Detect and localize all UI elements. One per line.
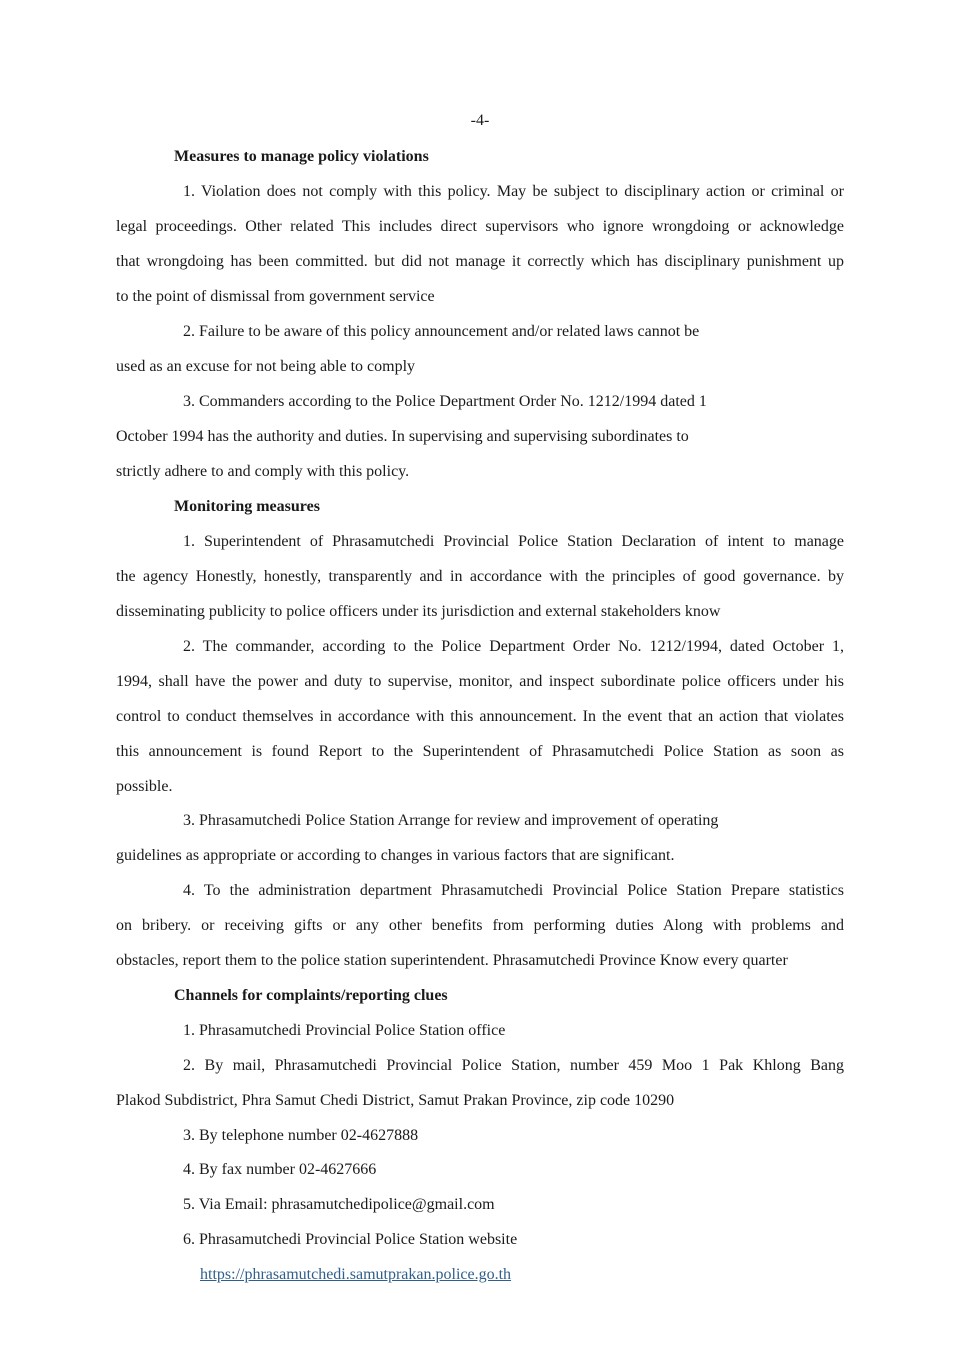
channels-item-1: 1. Phrasamutchedi Provincial Police Station office bbox=[183, 1022, 506, 1039]
monitoring-item-2-line-4: this announcement is found Report to the Superintendent of Phrasamutchedi Police Station as soon as bbox=[116, 743, 844, 760]
monitoring-item-2-line-5: possible. bbox=[116, 778, 173, 795]
monitoring-item-4-line-1: 4. To the administration department Phrasamutchedi Provincial Police Station Prepare statistics bbox=[183, 882, 844, 899]
violations-item-1-line-2: legal proceedings. Other related This includes direct supervisors who ignore wrongdoing or acknowledge bbox=[116, 218, 844, 235]
channels-item-5-email: 5. Via Email: phrasamutchedipolice@gmail.com bbox=[183, 1196, 495, 1213]
channels-heading: Channels for complaints/reporting clues bbox=[174, 987, 448, 1004]
monitoring-item-2-line-3: control to conduct themselves in accordance with this announcement. In the event that an action that violates bbox=[116, 708, 844, 725]
violations-item-1-line-1: 1. Violation does not comply with this policy. May be subject to disciplinary action or criminal or bbox=[183, 183, 844, 200]
violations-item-1-line-4: to the point of dismissal from government service bbox=[116, 288, 435, 305]
violations-item-2-line-1: 2. Failure to be aware of this policy announcement and/or related laws cannot be bbox=[183, 323, 700, 340]
violations-item-1-line-3: that wrongdoing has been committed. but did not manage it correctly which has disciplinary punishment up bbox=[116, 253, 844, 270]
monitoring-item-3-line-1: 3. Phrasamutchedi Police Station Arrange for review and improvement of operating bbox=[183, 812, 719, 829]
channels-item-2-line-1: 2. By mail, Phrasamutchedi Provincial Police Station, number 459 Moo 1 Pak Khlong Bang bbox=[183, 1057, 844, 1074]
channels-item-2-line-2: Plakod Subdistrict, Phra Samut Chedi District, Samut Prakan Province, zip code 10290 bbox=[116, 1092, 675, 1109]
monitoring-item-3-line-2: guidelines as appropriate or according to changes in various factors that are significant. bbox=[116, 847, 675, 864]
website-link[interactable]: https://phrasamutchedi.samutprakan.police.go.th bbox=[200, 1266, 512, 1283]
monitoring-item-4-line-2: on bribery. or receiving gifts or any other benefits from performing duties Along with problems and bbox=[116, 917, 844, 934]
monitoring-item-4-line-3: obstacles, report them to the police station superintendent. Phrasamutchedi Province Know every quarter bbox=[116, 952, 788, 969]
violations-item-3-line-3: strictly adhere to and comply with this policy. bbox=[116, 463, 410, 480]
monitoring-item-1-line-1: 1. Superintendent of Phrasamutchedi Provincial Police Station Declaration of intent to manage bbox=[183, 533, 844, 550]
monitoring-item-2-line-1: 2. The commander, according to the Police Department Order No. 1212/1994, dated October 1, bbox=[183, 638, 844, 655]
monitoring-heading: Monitoring measures bbox=[174, 498, 320, 515]
violations-item-3-line-1: 3. Commanders according to the Police Department Order No. 1212/1994 dated 1 bbox=[183, 393, 707, 410]
monitoring-item-1-line-3: disseminating publicity to police officers under its jurisdiction and external stakeholders know bbox=[116, 603, 721, 620]
channels-item-6-website: 6. Phrasamutchedi Provincial Police Station website bbox=[183, 1231, 518, 1248]
violations-item-2-line-2: used as an excuse for not being able to comply bbox=[116, 358, 416, 375]
violations-item-3-line-2: October 1994 has the authority and duties. In supervising and supervising subordinates to bbox=[116, 428, 689, 445]
monitoring-item-2-line-2: 1994, shall have the power and duty to supervise, monitor, and inspect subordinate police officers under his bbox=[116, 673, 844, 690]
channels-item-4-fax: 4. By fax number 02-4627666 bbox=[183, 1161, 377, 1178]
violations-heading: Measures to manage policy violations bbox=[174, 148, 429, 165]
page-number: -4- bbox=[470, 112, 490, 129]
channels-item-3-telephone: 3. By telephone number 02-4627888 bbox=[183, 1127, 419, 1144]
monitoring-item-1-line-2: the agency Honestly, honestly, transparently and in accordance with the principles of good governance. by bbox=[116, 568, 844, 585]
